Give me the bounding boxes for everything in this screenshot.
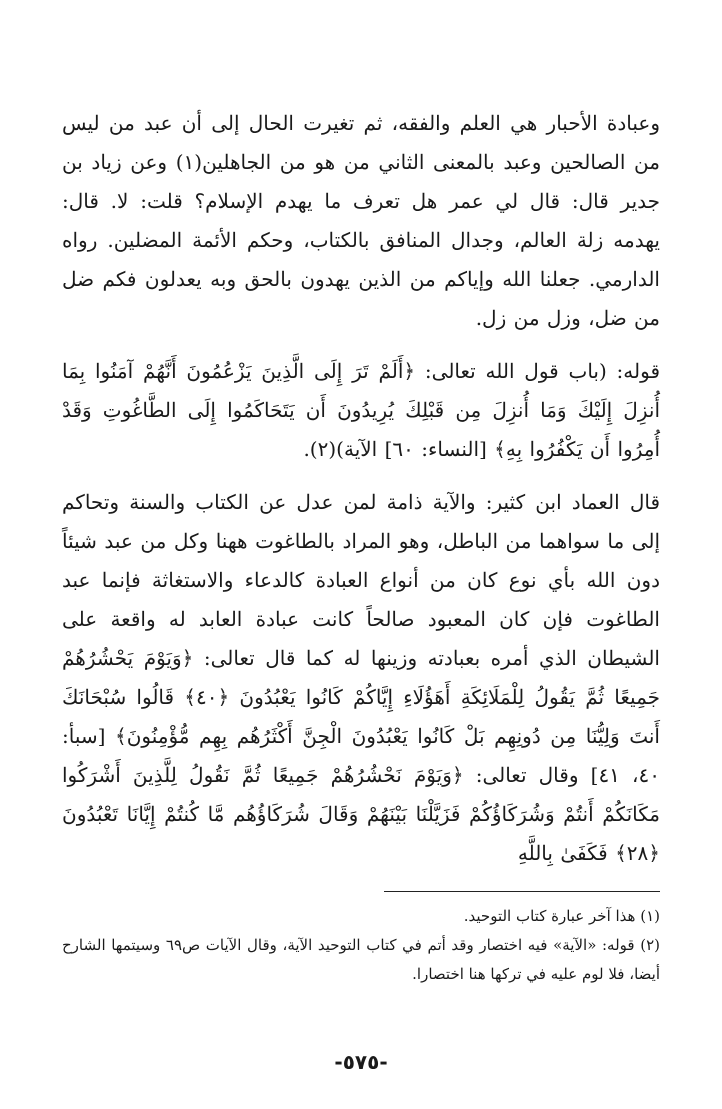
paragraph-2: قوله: (باب قول الله تعالى: ﴿أَلَمْ تَرَ إِلَى الَّذِينَ يَزْعُمُونَ أَنَّهُمْ آمَنُوا بِمَا أُنزِلَ إِلَيْكَ وَمَا أُنزِلَ مِن قَبْلِكَ يُرِيدُونَ أَن يَتَحَاكَمُوا إِلَى الطَّاغُوتِ وَقَدْ أُمِرُوا أَن يَكْفُرُوا بِهِ﴾ [النساء: ٦٠] الآية)(٢). bbox=[62, 359, 660, 461]
paragraph-1: وعبادة الأحبار هي العلم والفقه، ثم تغيرت الحال إلى أن عبد من ليس من الصالحين وعبد بالمعنى الثاني من هو من الجاهلين(١) وعن زياد بن جدير قال: قال لي عمر هل تعرف ما يهدم الإسلام؟ قلت: لا. قال: يهدمه زلة العالم، وجدال المنافق بالكتاب، وحكم الأئمة المضلين. رواه الدارمي. جعلنا الله وإياكم من الذين يهدون بالحق وبه يعدلون فكم ضل من ضل، وزل من زل. bbox=[62, 111, 660, 330]
footnotes bbox=[62, 902, 660, 989]
footnote-2: (٢) قوله: «الآية» فيه اختصار وقد أتم في كتاب التوحيد الآية، وقال الآيات ص٦٩ وسيتمها الشارح أيضا، فلا لوم عليه في تركها هنا اختصارا. bbox=[62, 936, 660, 983]
footnote-1: (١) هذا آخر عبارة كتاب التوحيد. bbox=[463, 907, 660, 925]
page-number: -٥٧٥- bbox=[334, 1050, 388, 1074]
footnote-divider bbox=[384, 891, 660, 892]
page-body bbox=[62, 104, 660, 989]
paragraph-3: قال العماد ابن كثير: والآية ذامة لمن عدل عن الكتاب والسنة وتحاكم إلى ما سواهما من الباطل، وهو المراد بالطاغوت ههنا وكل من عبد شيئاً دون الله بأي نوع كان من أنواع العبادة كالدعاء والاستغاثة فإنما عبد الطاغوت فإن كان المعبود صالحاً كانت عبادة العابد له واقعة على الشيطان الذي أمره بعبادته وزينها له كما قال تعالى: ﴿وَيَوْمَ يَحْشُرُهُمْ جَمِيعًا ثُمَّ يَقُولُ لِلْمَلَائِكَةِ أَهَؤُلَاءِ إِيَّاكُمْ كَانُوا يَعْبُدُونَ ﴿٤٠﴾ قَالُوا سُبْحَانَكَ أَنتَ وَلِيُّنَا مِن دُونِهِم بَلْ كَانُوا يَعْبُدُونَ الْجِنَّ أَكْثَرُهُم بِهِم مُّؤْمِنُونَ﴾ [سبأ: ٤٠، ٤١] وقال تعالى: ﴿وَيَوْمَ نَحْشُرُهُمْ جَمِيعًا ثُمَّ نَقُولُ لِلَّذِينَ أَشْرَكُوا مَكَانَكُمْ أَنتُمْ وَشُرَكَاؤُكُمْ فَزَيَّلْنَا بَيْنَهُمْ وَقَالَ شُرَكَاؤُهُم مَّا كُنتُمْ إِيَّانَا تَعْبُدُونَ ﴿٢٨﴾ فَكَفَىٰ بِاللَّهِ bbox=[62, 490, 661, 865]
